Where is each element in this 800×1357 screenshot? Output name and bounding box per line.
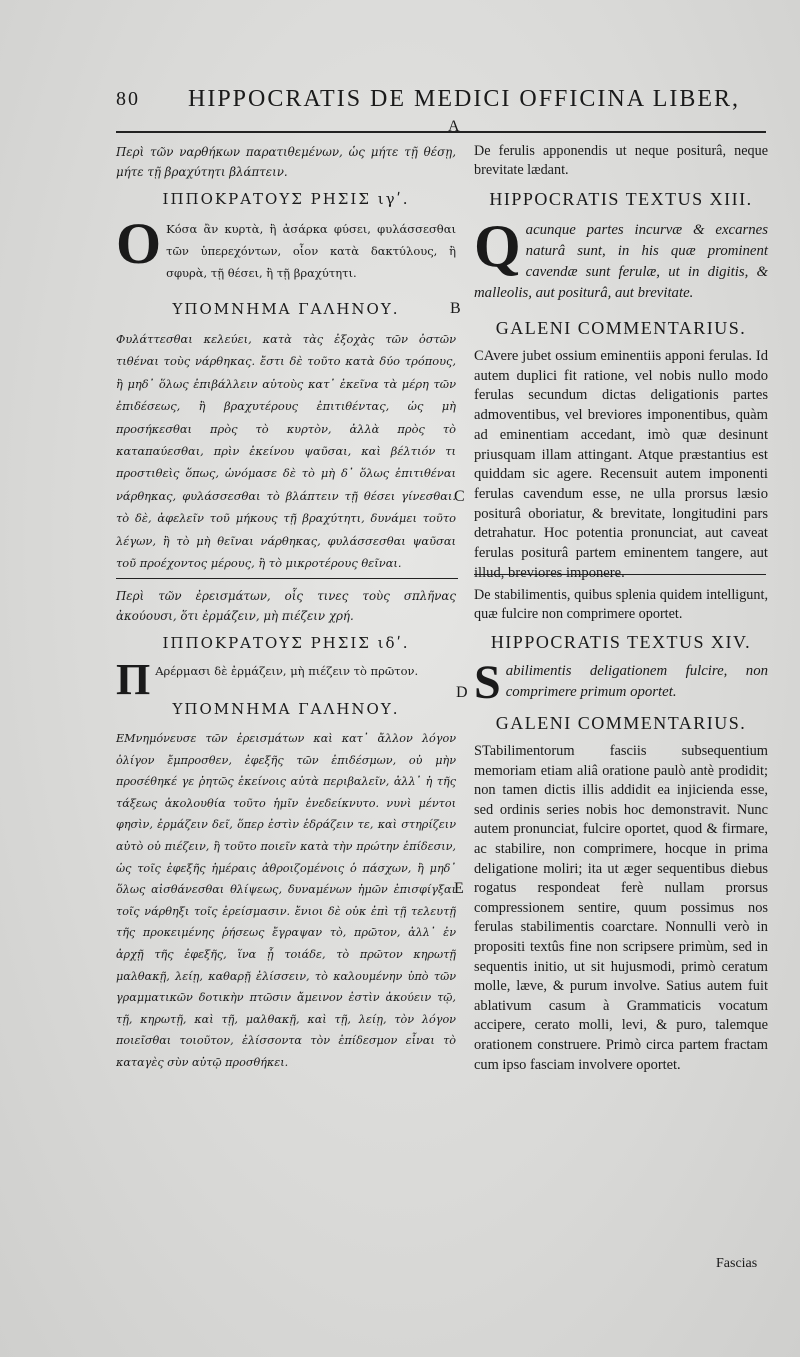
dropcap-p: Π: [116, 655, 151, 704]
latin-heading-1: HIPPOCRATIS TEXTUS XIII.: [489, 189, 753, 209]
greek-intro-1: Περὶ τῶν ναρθήκων παρατιθεμένων, ὡς μήτε τῇ θέσῃ, μήτε τῇ βραχύτητι βλάπτειν.: [116, 145, 456, 179]
margin-letter-b: B: [450, 300, 461, 317]
dropcap-q: Q: [474, 213, 521, 279]
latin-intro-2: De stabilimentis, quibus splenia quidem intelligunt, quæ fulcire non comprimere oportet.: [474, 587, 768, 622]
latin-text-2: [474, 656, 768, 709]
margin-letter-a: A: [448, 118, 460, 135]
greek-intro-2: Περὶ τῶν ἐρεισμάτων, οἷς τινες τοὺς σπλῆνας ἀκούουσι, ὅτι ἐρμάζειν, μὴ πιέζειν χρή.: [116, 589, 456, 623]
margin-letter-c: C: [454, 488, 465, 505]
dropcap-o: Ο: [116, 211, 162, 276]
latin-text-1: [474, 213, 768, 304]
section-rule-left: [116, 578, 458, 579]
greek-text-2: [116, 655, 456, 704]
latin-commentary-2: STabilimentorum fasciis subsequentium memoriam etiam aliâ oratione paulò antè prodidit; non tamen dictis illis addidit ea injicienda esse, sed ordinis series nobis hoc demonstravit. Nunc autem pronunciat, fulcire oportet, quod & firmare, ac stabilire, non comprimere, hocque in prima deligatione moliri; ita ut æger sequentibus diebus rogatus respondeat ferè nullam prorsus compressionem sentire, quum possimus nos ferulas stabilimentis coarctare. Nonnulli verò in propositi textûs fine non scripsere primùm, sed in sequentis initio, ut sit hujusmodi, primò ceratum molle, læve, & purum involve. Satius autem fuit ablativum casum à Grammaticis vocatum accipere, cerato molli, levi, & puro, talemque orationem construere. Primò circa partem fractam cum ipso fasciam involvere oportet.: [474, 743, 768, 1073]
section2-greek: [116, 586, 456, 1074]
running-title: HIPPOCRATIS DE MEDICI OFFICINA LIBER,: [188, 86, 741, 112]
greek-commentary-1: Φυλάττεσθαι κελεύει, κατὰ τὰς ἐξοχὰς τῶν ὀστῶν τιθέναι τοὺς νάρθηκας. ἔστι δὲ τοῦτο κατὰ δύο τρόπους, ἢ μηδ᾽ ὅλως ἐπιβάλλειν αὐτοὺς κατ᾽ ἐκεῖνα τὰ μέρη τῶν ἐπιδέσεως, ἢ βραχυτέρους ἐπιτιθέντας, ὡς μὴ προσήκεσθαι πρὸς τὸ κυρτὸν, ἀλλὰ πρὸς τὸ καταπαύεσθαι, πρὶν ἐκείνου ψαῦσαι, καὶ βέλτιόν τι προστιθεὶς ὅπως, ὠνόμασε δὲ τὸ μὴ δ᾽ ὅλως ἐπιτιθέναι νάρθηκας, φυλάσσεσθαι τὸ βλάπτειν τῇ θέσει γίνεσθαι. τὸ δὲ, ἀφελεῖν τοῦ μήκους τῇ βραχύτητι, δυνάμει τοῦτο λέγων, ἢ τὸ μὴ θεῖναι νάρθηκας, φυλάσσεσθαι ψαῦσαι τοῦ προέχοντος μέρους, ἢ τὸ μικροτέρους θεῖναι.: [116, 332, 456, 571]
margin-letter-d: D: [456, 684, 468, 701]
latin-comm-heading-2: GALENI COMMENTARIUS.: [495, 713, 747, 733]
greek-comm-heading-2: ΥΠΟΜΝΗΜΑ ΓΑΛΗΝΟΥ.: [172, 700, 400, 718]
greek-text-1-body: Κόσα ἂν κυρτὰ, ἢ ἀσάρκα φύσει, φυλάσσεσθαι τῶν ὑπερεχόντων, οἷον κατὰ δακτύλους, ἢ σφυρὰ, τῇ θέσει, ἢ τῇ βραχύτητι.: [166, 222, 456, 280]
section2-latin: [474, 586, 768, 1075]
section-rule-right: [474, 574, 766, 575]
greek-heading-2: ΙΠΠΟΚΡΑΤΟΥΣ ΡΗΣΙΣ ιδʹ.: [162, 634, 410, 652]
greek-text-2-body: Αρέρμασι δὲ ἐρμάζειν, μὴ πιέζειν τὸ πρῶτον.: [155, 664, 419, 678]
running-header: [116, 86, 741, 120]
greek-comm-heading-1: ΥΠΟΜΝΗΜΑ ΓΑΛΗΝΟΥ.: [172, 300, 400, 318]
latin-commentary-1: CAvere jubet ossium eminentiis apponi ferulas. Id autem duplici fit ratione, vel nobis nullo modo ferulas secundum dictas deligationis partes admoventibus, vel breviores imponentibus, quàm ad eminentiam accedant, imò quæ desinunt priusquam illam attingant. Atque præstantius est quiddam sic agere. Recensuit autem imponenti ferulas cavendum esse, ne ulla prorsus læsio positurâ oboriatur, & brevitate, longitudini pars detrahatur. Hoc potentia pronunciat, aut caveat ferulas positurâ partem eminentem tangere, aut illud, breviores imponere.: [474, 348, 768, 581]
catchword: Fascias: [716, 1256, 758, 1271]
section1-greek: [116, 142, 456, 574]
header-rule: [116, 131, 766, 133]
latin-heading-2: HIPPOCRATIS TEXTUS XIV.: [490, 632, 752, 652]
latin-text-2-body: abilimentis deligationem fulcire, non comprimere primum oportet.: [505, 663, 768, 700]
greek-text-1: [116, 211, 456, 284]
latin-comm-heading-1: GALENI COMMENTARIUS.: [495, 318, 747, 338]
dropcap-s: S: [474, 656, 501, 709]
margin-letter-e: E: [454, 880, 464, 897]
greek-commentary-2: ΕΜνημόνευσε τῶν ἐρεισμάτων καὶ κατ᾽ ἄλλον λόγον ὀλίγον ἔμπροσθεν, ἐφεξῆς τῶν ἐπιδέσμων, οὐ μὴν προσέθηκέ γε ῥητῶς ἐκείνοις αὐτὰ περιβαλεῖν, ἀλλ᾽ ἡ τῆς τάξεως ἀκολουθία τοῦτο ἡμῖν ἐνεδείκνυτο. νυνὶ μέντοι φησὶν, ἐρμάζειν δεῖ, ὅπερ ἐστὶν ἑδράζειν τε, καὶ στηρίζειν αὐτὸ οὐ πιέζειν, ἢ τοῦτο ποιεῖν κατὰ τὴν πρώτην ἐπίδεσιν, ὡς τοῖς ἐφεξῆς ἡμέραις ἀθροιζομένοις ὁ πάσχων, ἢ μηδ᾽ ὅλως αἰσθάνεσθαι θλίψεως, δυναμένων ἡμῶν ἐπισφίγξαι τοῖς νάρθηξι τοῖς ἐρείσμασιν. ἔνιοι δὲ οὐκ ἐπὶ τῇ τελευτῇ τῆς προκειμένης ῥήσεως ἔγραψαν τὸ, πρῶτον, ἀλλ᾽ ἐν ἀρχῇ τῆς ἐφεξῆς, ἵνα ᾖ τοιάδε, τὸ πρῶτον κηρωτῇ μαλθακῇ, λείῃ, καθαρῇ ἑλίσσειν, τὸ καλουμένην ὑπὸ τῶν γραμματικῶν δοτικὴν πτῶσιν ἄμεινον ἐστὶν ἀκούειν τῷ, τῇ, κηρωτῇ, καὶ τῇ, μαλθακῇ, καὶ τῇ, λείῃ, τὸν λόγον ποιεῖσθαι τοιοῦτον, ἑλίσσοντα τὸν ἐπίδεσμον εἶναι τὸ καταγὲς σὺν αὐτῷ προσθήκει.: [116, 732, 456, 1069]
latin-intro-1: De ferulis apponendis ut neque positurâ, neque brevitate lædant.: [474, 143, 768, 178]
section1-latin: [474, 142, 768, 583]
latin-text-1-body: acunque partes incurvæ & excarnes naturâ sunt, in his quæ prominent cavendæ sunt ferulæ, ut in digitis, & malleolis, aut positurâ, aut brevitate.: [474, 222, 768, 301]
page-number: 80: [116, 88, 140, 110]
greek-heading-1: ΙΠΠΟΚΡΑΤΟΥΣ ΡΗΣΙΣ ιγʹ.: [162, 190, 410, 208]
